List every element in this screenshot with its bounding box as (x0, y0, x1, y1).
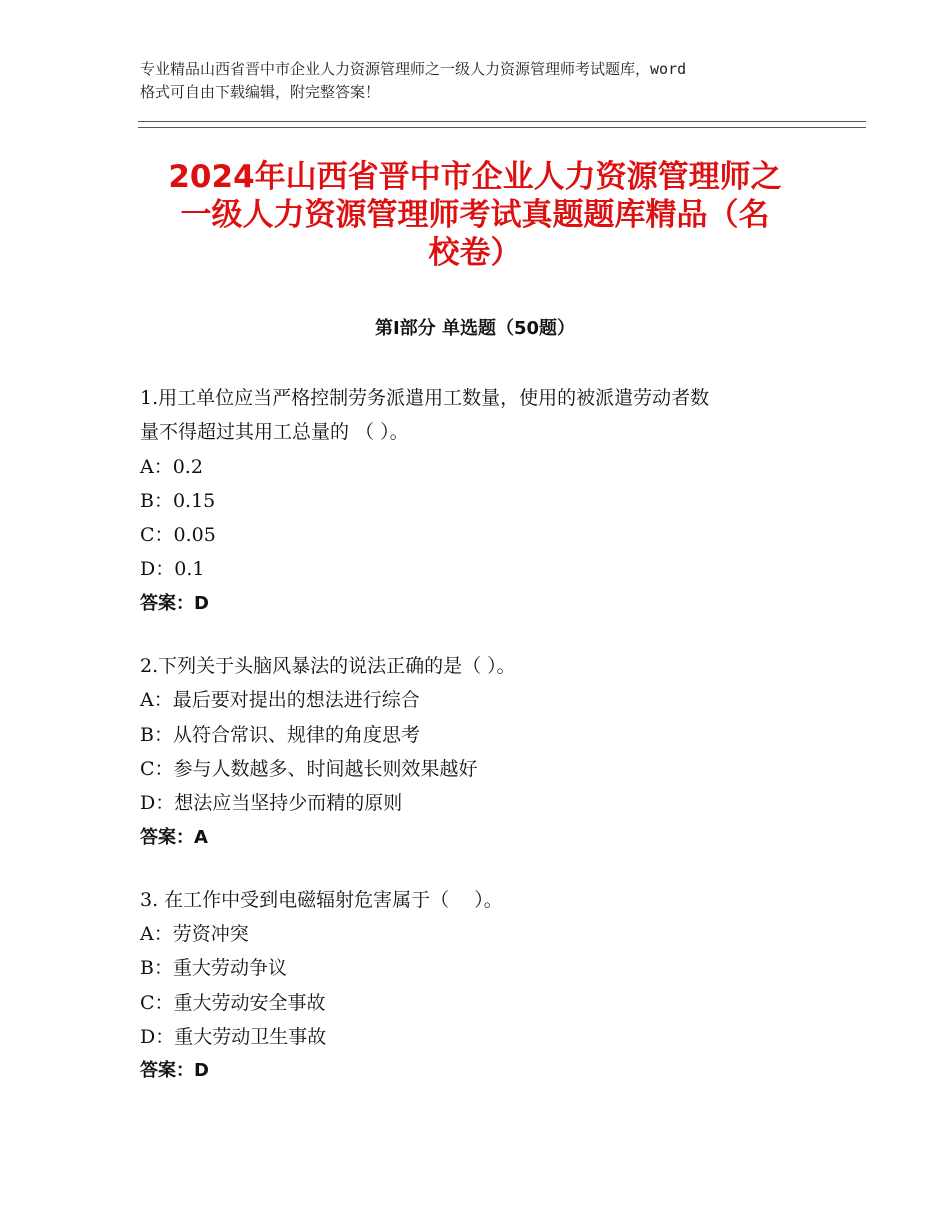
option-b: B：从符合常识、规律的角度思考 (140, 723, 420, 746)
answer: 答案：D (140, 592, 209, 614)
answer: 答案：A (140, 826, 208, 848)
option-c: C：重大劳动安全事故 (140, 991, 326, 1014)
option-c: C：参与人数越多、时间越长则效果越好 (140, 757, 478, 780)
question-stem-line: 1.用工单位应当严格控制劳务派遣用工数量，使用的被派遣劳动者数 (140, 387, 710, 409)
header-note (140, 58, 830, 104)
document-title-line-2: 一级人力资源管理师考试真题题库精品（名 (180, 197, 770, 233)
option-b: B：0.15 (140, 489, 216, 512)
question-stem-line: 3. 在工作中受到电磁辐射危害属于（ ）。 (140, 888, 503, 911)
question-stem-line: 2.下列关于头脑风暴法的说法正确的是（ ）。 (140, 655, 516, 678)
question-2 (140, 649, 840, 855)
question-list (140, 381, 840, 1117)
option-a: A：劳资冲突 (140, 923, 249, 946)
header-divider (138, 121, 866, 128)
option-a: A：0.2 (140, 455, 203, 478)
option-d: D：重大劳动卫生事故 (140, 1026, 327, 1049)
question-3 (140, 883, 840, 1089)
header-note-line-1: 专业精品山西省晋中市企业人力资源管理师之一级人力资源管理师考试题库，word (140, 60, 687, 78)
question-1 (140, 381, 840, 621)
question-stem-line: 量不得超过其用工总量的 （ ）。 (140, 421, 409, 444)
option-d: D：0.1 (140, 558, 205, 581)
answer: 答案：D (140, 1060, 209, 1082)
section-title: 第Ⅰ部分 单选题（50题） (374, 318, 575, 339)
document-title-line-1: 2024年山西省晋中市企业人力资源管理师之 (168, 159, 782, 195)
option-c: C：0.05 (140, 524, 216, 547)
option-b: B：重大劳动争议 (140, 957, 287, 980)
header-note-line-2: 格式可自由下载编辑，附完整答案！ (140, 83, 381, 101)
option-a: A：最后要对提出的想法进行综合 (140, 689, 420, 712)
document-title (120, 158, 830, 272)
document-title-line-3: 校卷） (428, 235, 522, 271)
option-d: D：想法应当坚持少而精的原则 (140, 792, 403, 815)
